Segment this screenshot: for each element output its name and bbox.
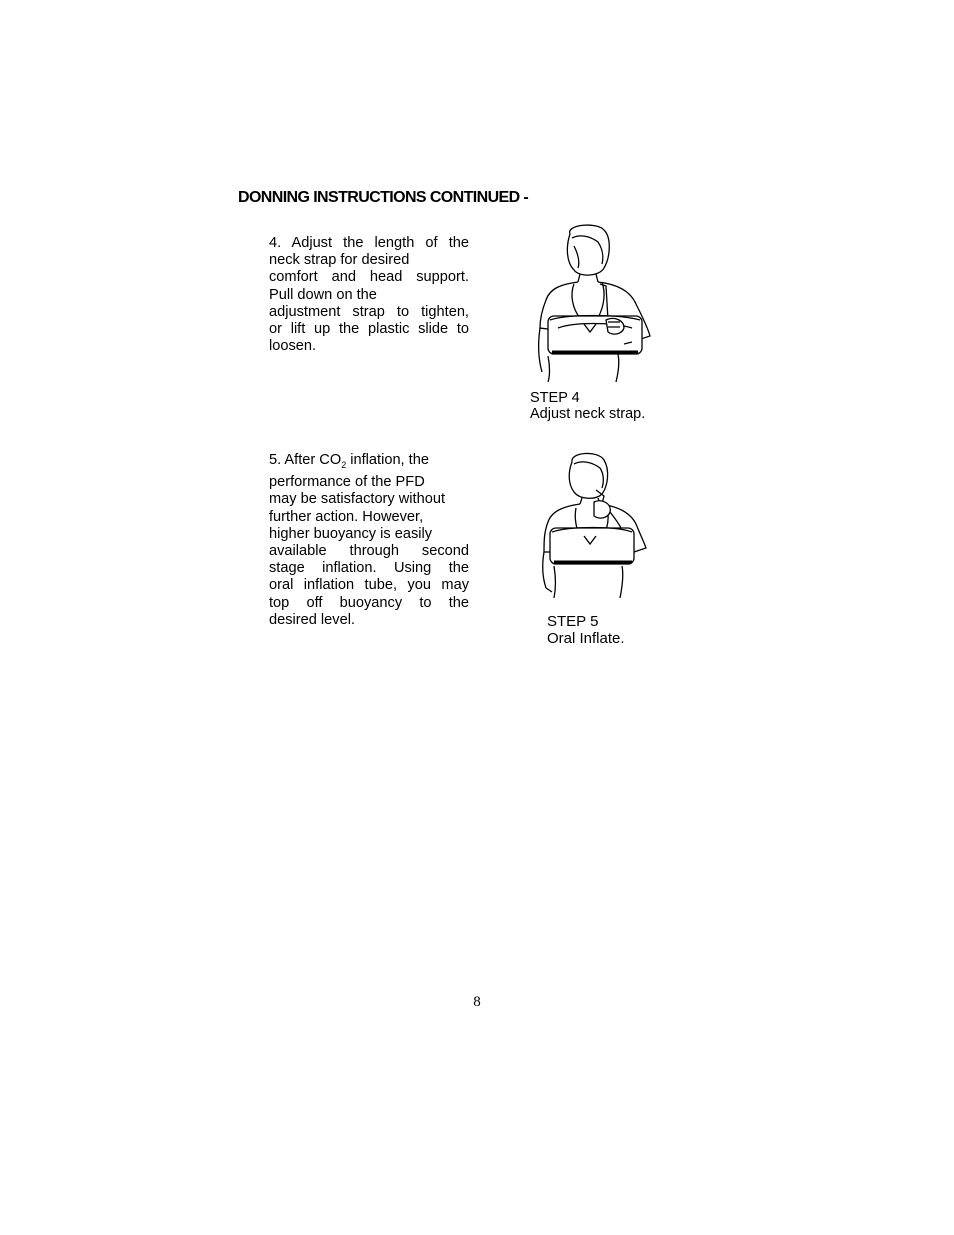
step-4-line: loosen. [269,338,317,355]
step-4-line: or lift up the plastic slide to [269,321,469,338]
step-4-line: comfort and head support. [269,269,469,286]
step-5-first-line-post: inflation, the [346,452,429,468]
step-5-line [269,452,469,474]
step-5-line: further action. However, [269,508,424,525]
step-4-illustration [528,224,658,384]
co2-subscript: 2 [341,459,347,470]
step-4-line: 4. Adjust the length of the [269,235,469,251]
step-4-line: adjustment strap to tighten, [269,303,469,320]
step-5-paragraph [269,452,469,629]
step-5-caption [547,613,625,647]
step-4-caption [530,390,645,422]
step-5-illustration [536,452,650,600]
step-4-line: neck strap for desired [269,252,410,269]
step-5-line: may be satisfactory without [269,491,446,508]
step-5-line: oral inflation tube, you may [269,577,469,594]
step-5-caption-title: STEP 5 [547,613,599,630]
page-number: 8 [473,994,481,1010]
step-5-line: top off buoyancy to the [269,594,469,611]
step-4-line: Pull down on the [269,286,377,303]
step-5-line: stage inflation. Using the [269,560,469,577]
step-4-caption-text: Adjust neck strap. [530,406,646,422]
step-5-caption-text: Oral Inflate. [547,630,625,647]
step-4-paragraph [269,235,469,355]
step-5-line: available through second [269,542,469,559]
section-heading: DONNING INSTRUCTIONS CONTINUED - [238,189,529,206]
step-5-line: higher buoyancy is easily [269,525,433,542]
step-4-caption-title: STEP 4 [530,390,580,406]
step-5-first-line-pre: 5. After CO [269,452,342,468]
step-5-line: performance of the PFD [269,474,425,491]
step-5-line: desired level. [269,611,355,628]
